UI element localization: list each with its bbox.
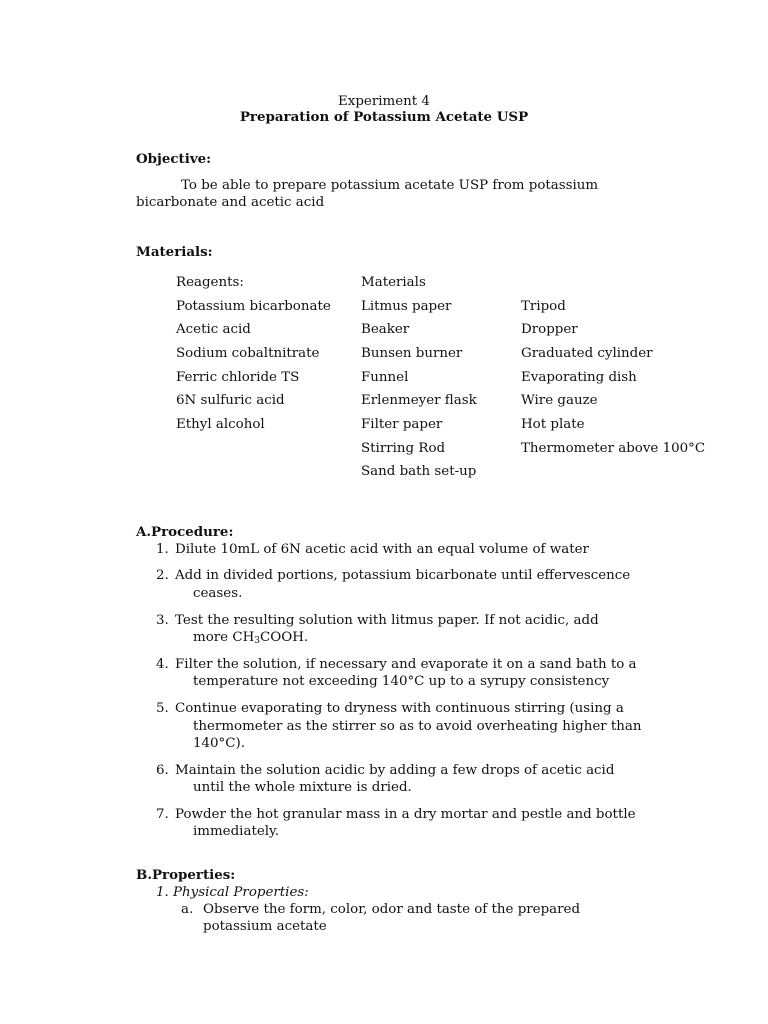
step-line: Filter the solution, if necessary and evaporate it on a sand bath to a	[175, 657, 637, 672]
step-line: ceases.	[193, 586, 243, 601]
material-item: Tripod	[521, 299, 566, 314]
material-item: Stirring Rod	[361, 441, 446, 456]
sub-item-label: a.	[181, 902, 194, 917]
step-line: Dilute 10mL of 6N acetic acid with an equal volume of water	[175, 542, 589, 557]
step-line: Test the resulting solution with litmus paper. If not acidic, add	[175, 613, 599, 628]
material-item: Graduated cylinder	[521, 346, 653, 361]
procedure-heading: A.Procedure:	[136, 524, 234, 540]
experiment-number: Experiment 4	[338, 94, 430, 109]
step-line: temperature not exceeding 140°C up to a syrupy consistency	[193, 674, 610, 689]
step-line: Powder the hot granular mass in a dry mortar and pestle and bottle	[175, 807, 636, 822]
formula-prefix: more CH	[193, 630, 255, 645]
material-item: Evaporating dish	[521, 370, 637, 385]
step-line: until the whole mixture is dried.	[193, 780, 412, 795]
material-item: Erlenmeyer flask	[361, 393, 477, 408]
step-number: 3.	[156, 613, 169, 628]
reagent-item: Acetic acid	[176, 322, 251, 337]
step-number: 6.	[156, 763, 169, 778]
step-number: 5.	[156, 701, 169, 716]
step-line: 140°C).	[193, 736, 245, 751]
reagent-item: Sodium cobaltnitrate	[176, 346, 320, 361]
step-number: 1.	[156, 542, 169, 557]
objective-line-1: To be able to prepare potassium acetate USP from potassium	[181, 178, 599, 193]
reagent-item: Potassium bicarbonate	[176, 299, 331, 314]
material-item: Bunsen burner	[361, 346, 463, 361]
materials-header: Materials	[361, 275, 426, 290]
step-number: 2.	[156, 568, 169, 583]
sub-item-line: Observe the form, color, odor and taste of the prepared	[203, 902, 581, 917]
step-line-formula	[193, 629, 308, 650]
reagent-item: Ethyl alcohol	[176, 417, 265, 432]
formula-subscript: 3	[254, 636, 260, 646]
material-item: Dropper	[521, 322, 578, 337]
step-line: Continue evaporating to dryness with continuous stirring (using a	[175, 701, 624, 716]
objective-line-2: bicarbonate and acetic acid	[136, 195, 325, 210]
material-item: Hot plate	[521, 417, 585, 432]
material-item: Filter paper	[361, 417, 443, 432]
reagent-item: Ferric chloride TS	[176, 370, 300, 385]
step-number: 4.	[156, 657, 169, 672]
document-title: Preparation of Potassium Acetate USP	[239, 109, 529, 125]
objective-heading: Objective:	[136, 151, 212, 167]
sub-item-line: potassium acetate	[203, 919, 327, 934]
material-item: Sand bath set-up	[361, 464, 477, 479]
step-number: 7.	[156, 807, 169, 822]
properties-heading: B.Properties:	[136, 867, 236, 883]
step-line: Maintain the solution acidic by adding a few drops of acetic acid	[175, 763, 615, 778]
material-item: Thermometer above 100°C	[521, 441, 706, 456]
material-item: Beaker	[361, 322, 410, 337]
step-line: Add in divided portions, potassium bicarbonate until effervescence	[175, 568, 631, 583]
material-item: Funnel	[361, 370, 409, 385]
materials-heading: Materials:	[136, 244, 213, 260]
material-item: Litmus paper	[361, 299, 452, 314]
formula-suffix: COOH.	[260, 630, 309, 645]
step-line: thermometer as the stirrer so as to avoid overheating higher than	[193, 719, 642, 734]
physical-properties-subheading: 1. Physical Properties:	[156, 885, 309, 900]
reagent-item: 6N sulfuric acid	[176, 393, 285, 408]
material-item: Wire gauze	[521, 393, 598, 408]
step-line: immediately.	[193, 824, 280, 839]
reagents-header: Reagents:	[176, 275, 244, 290]
